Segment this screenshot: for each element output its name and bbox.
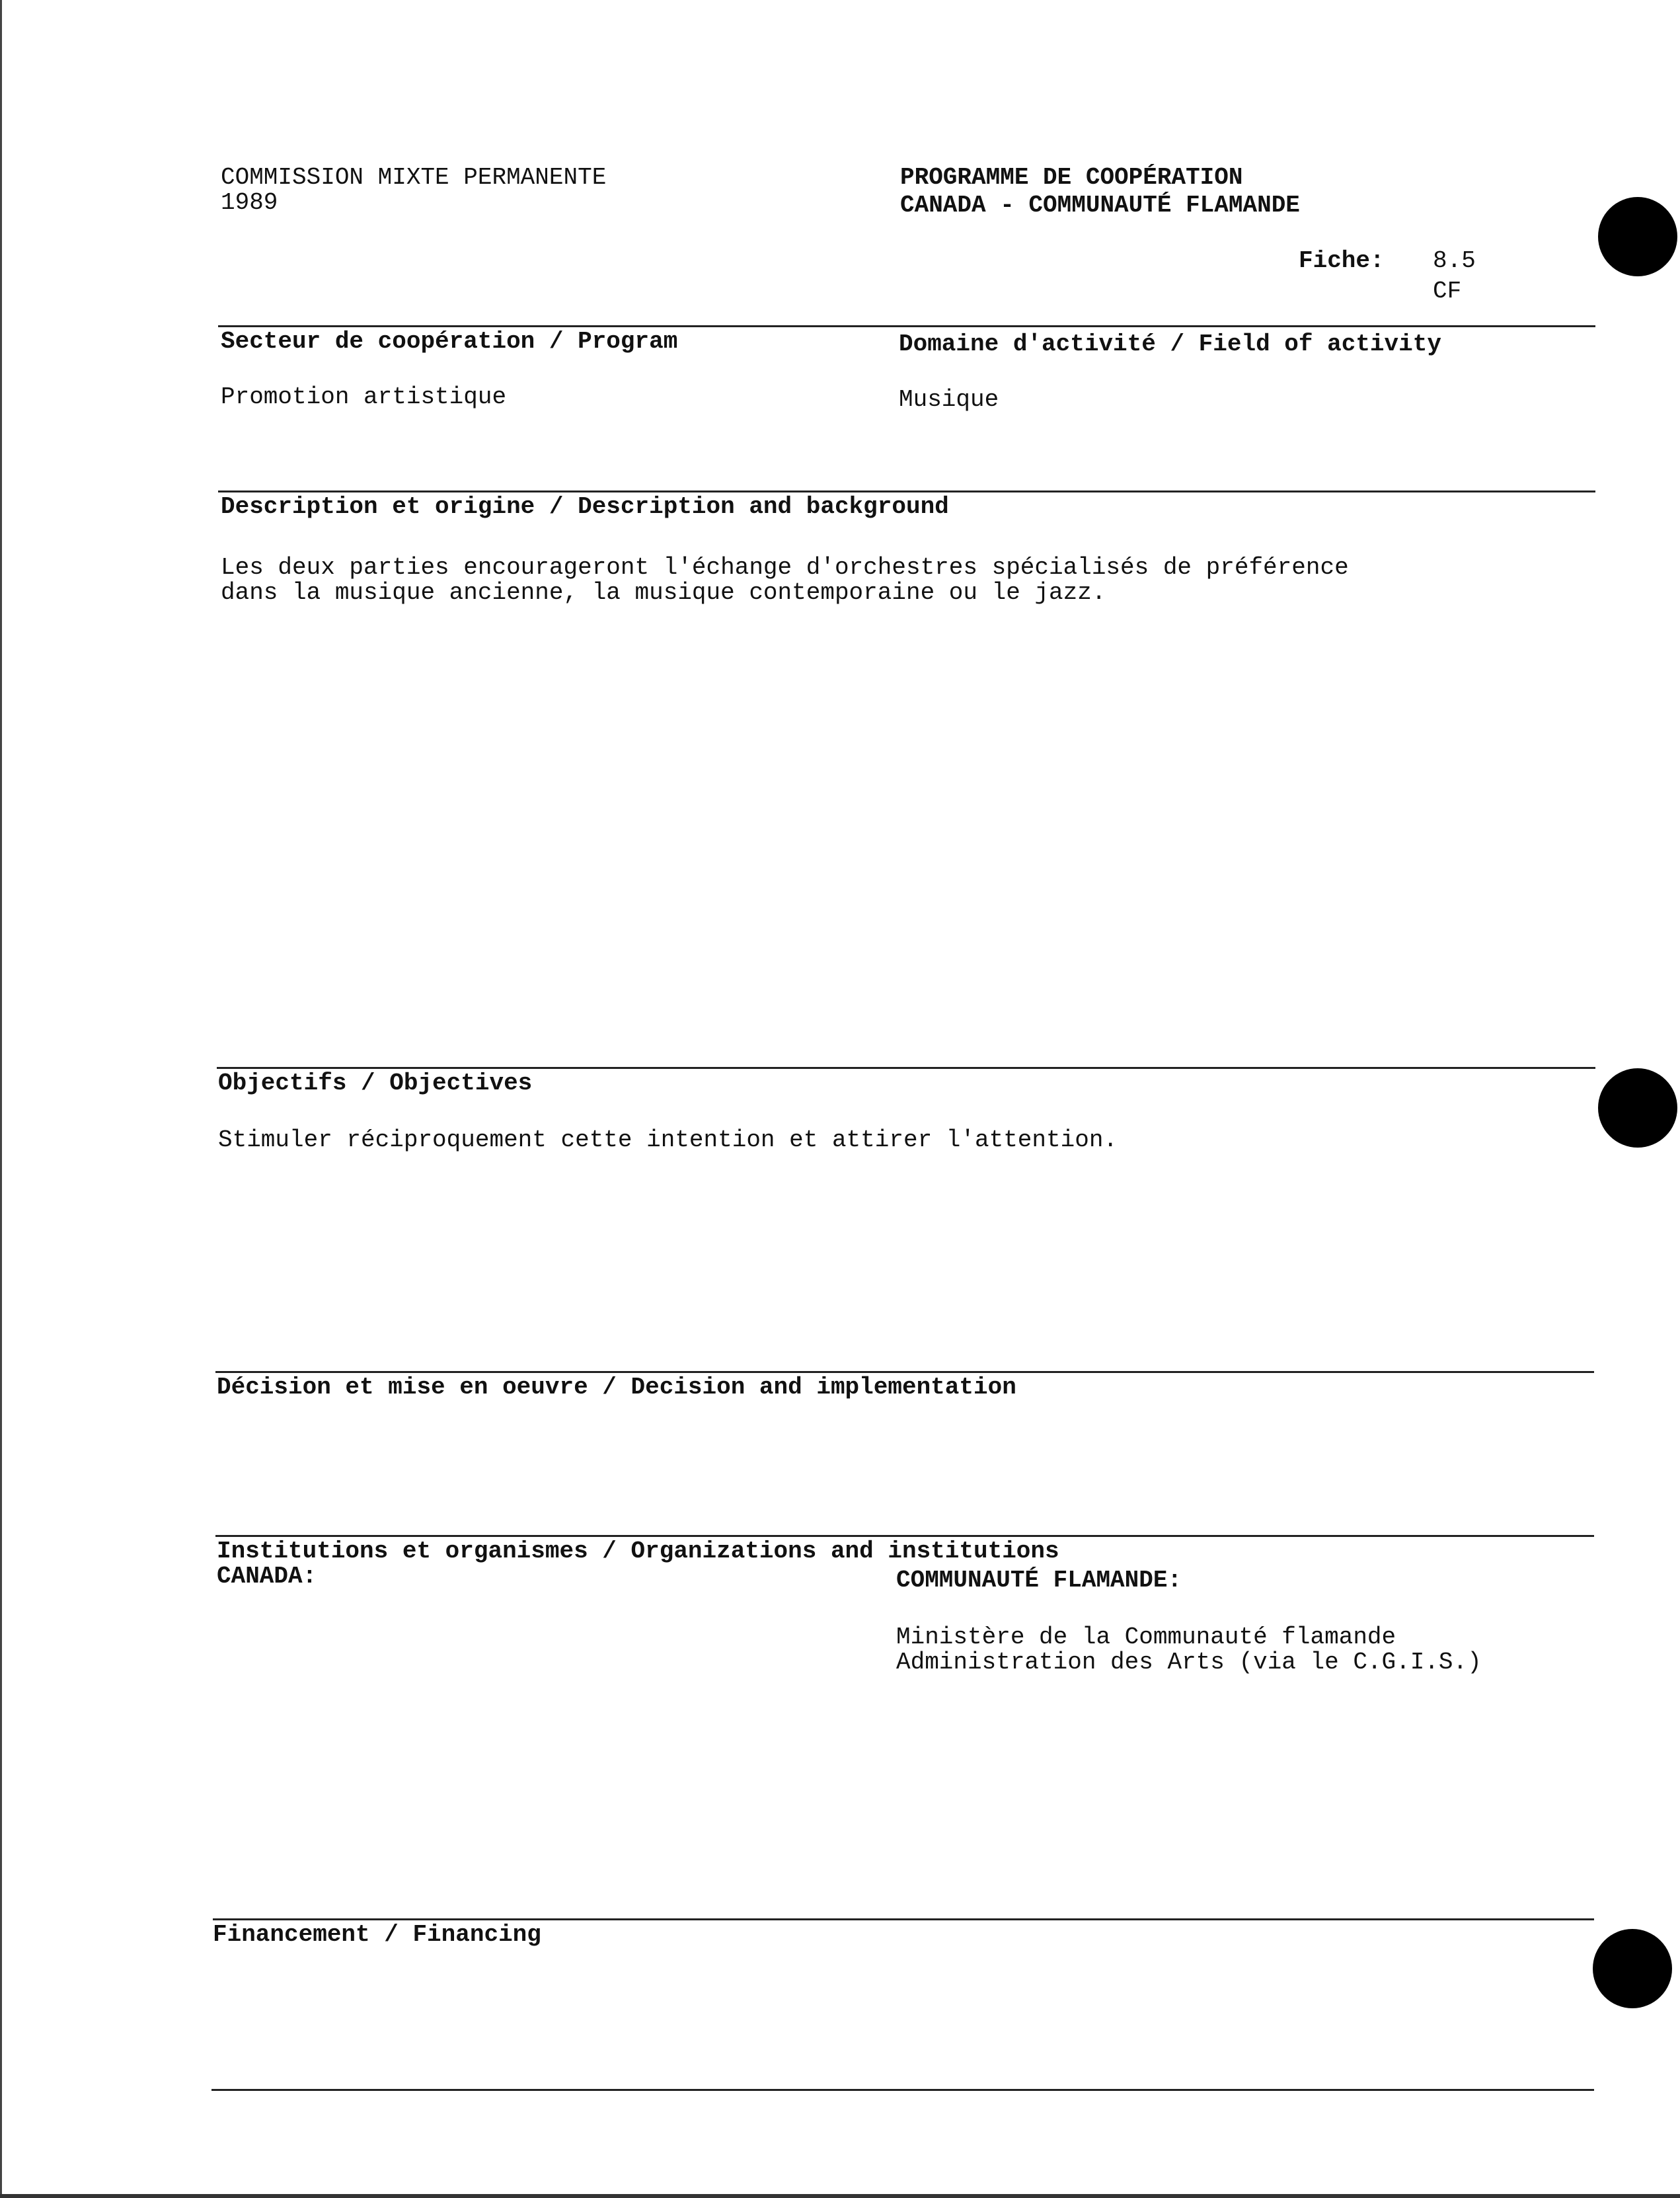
punch-hole-top [1598,197,1677,276]
section-divider [215,1535,1594,1537]
domain-value: Musique [899,386,999,413]
fiche-number: 8.5 [1433,247,1476,274]
description-heading: Description et origine / Description and background [221,493,949,520]
description-line-2: dans la musique ancienne, la musique contemporaine ou le jazz. [221,579,1106,606]
commission-title: COMMISSION MIXTE PERMANENTE [221,164,607,191]
objectives-heading: Objectifs / Objectives [218,1070,533,1097]
canada-label: CANADA: [217,1563,317,1590]
programme-parties: CANADA - COMMUNAUTÉ FLAMANDE [900,192,1300,219]
financing-heading: Financement / Financing [213,1921,541,1948]
objectives-text: Stimuler réciproquement cette intention et attirer l'attention. [218,1126,1118,1154]
decision-heading: Décision et mise en oeuvre / Decision and implementation [217,1374,1016,1401]
section-divider [215,1371,1594,1373]
domain-heading: Domaine d'activité / Field of activity [899,331,1441,358]
section-divider [213,1918,1594,1920]
institutions-heading: Institutions et organismes / Organizations and institutions [217,1538,1059,1565]
punch-hole-middle [1598,1068,1677,1148]
commission-year: 1989 [221,189,278,216]
section-divider [218,491,1595,492]
flemish-institution-line-2: Administration des Arts (via le C.G.I.S.) [896,1649,1482,1676]
scan-edge-left [0,0,2,2198]
fiche-label: Fiche: [1299,247,1385,274]
section-divider [218,325,1595,327]
flemish-institution-line-1: Ministère de la Communauté flamande [896,1624,1396,1651]
scan-edge-bottom [0,2194,1680,2198]
fiche-code: CF [1433,278,1462,305]
section-divider [211,2089,1594,2091]
punch-hole-bottom [1593,1929,1672,2008]
programme-title: PROGRAMME DE COOPÉRATION [900,164,1243,191]
section-divider [217,1067,1595,1069]
flemish-community-label: COMMUNAUTÉ FLAMANDE: [896,1567,1182,1594]
sector-value: Promotion artistique [221,383,507,411]
sector-heading: Secteur de coopération / Program [221,328,678,355]
description-line-1: Les deux parties encourageront l'échange d'orchestres spécialisés de préférence [221,554,1349,581]
